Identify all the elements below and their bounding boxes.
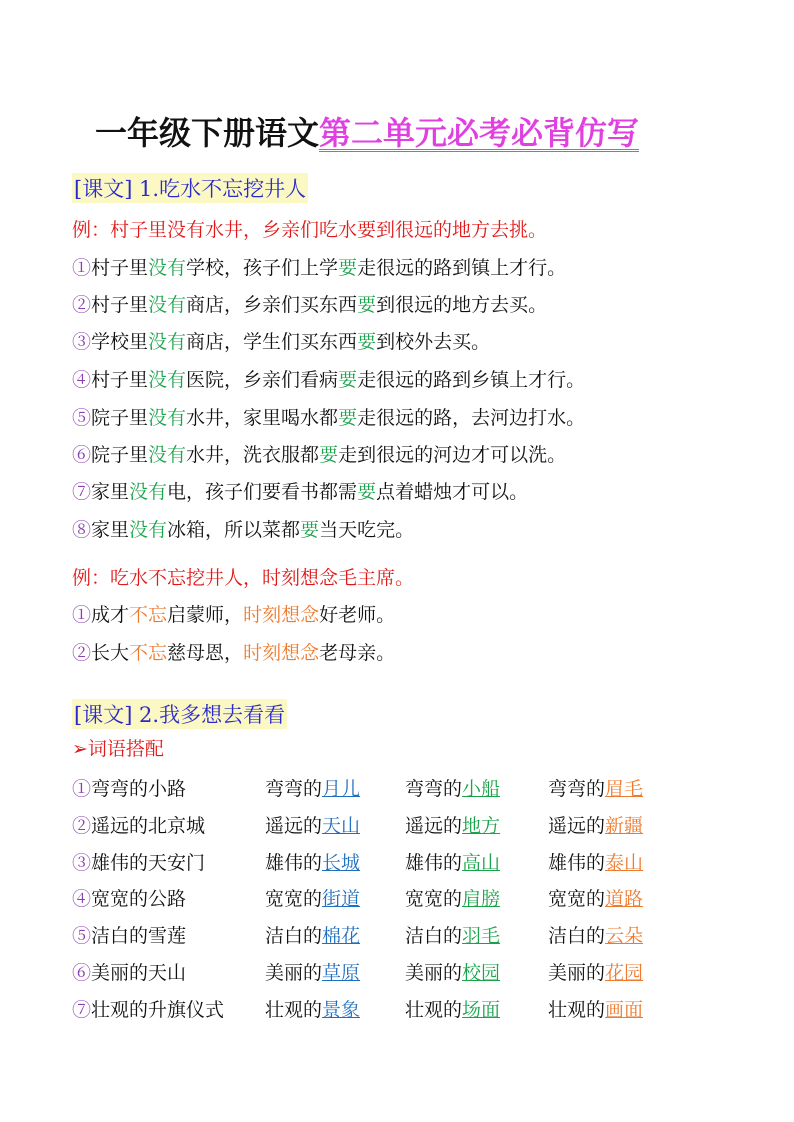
circled-number: ①	[72, 778, 92, 800]
sentence-segment: 要	[357, 331, 377, 353]
phrase-cell	[72, 851, 205, 875]
circled-number: ①	[72, 257, 92, 279]
matched-word: 泰山	[605, 851, 644, 874]
title-black: 一年级下册语文	[95, 114, 320, 152]
sentence-segment: 没有	[148, 331, 187, 353]
sentence-line	[72, 368, 585, 392]
matched-word: 云朵	[605, 925, 644, 948]
sentence-segment: 家里	[91, 481, 130, 503]
matched-word: 肩膀	[462, 888, 501, 911]
sentence-segment: 走很远的路到乡镇上才行。	[357, 369, 586, 391]
match-cell	[405, 924, 500, 948]
match-cell	[405, 814, 500, 838]
sentence-segment: 要	[319, 444, 339, 466]
sentence-segment: 要	[300, 519, 320, 541]
prefix: 弯弯的	[405, 778, 463, 800]
circled-number: ⑦	[72, 481, 92, 503]
prefix: 遥远的	[405, 814, 463, 837]
sentence-segment: 院子里	[91, 407, 149, 429]
sentence-line	[72, 443, 566, 467]
phrase: 宽宽的公路	[91, 888, 187, 911]
sentence-segment: 到校外去买。	[376, 331, 491, 353]
sentence-segment: 要	[338, 407, 358, 429]
matched-word: 花园	[605, 962, 644, 984]
matched-word: 街道	[322, 888, 361, 911]
sentence-segment: 水井，洗衣服都	[186, 444, 320, 466]
page-title	[95, 108, 639, 154]
phrase-cell	[72, 887, 186, 911]
prefix: 壮观的	[265, 998, 323, 1021]
sentence-segment: 没有	[148, 444, 187, 466]
phrase-cell	[72, 777, 186, 801]
prefix: 壮观的	[405, 998, 463, 1021]
sentence-segment: 没有	[148, 407, 187, 429]
title-highlight: 第二单元必考必背仿写	[319, 114, 640, 152]
sentence-segment: 商店，乡亲们买东西	[186, 294, 358, 316]
prefix: 宽宽的	[548, 888, 606, 911]
circled-number: ③	[72, 851, 92, 874]
matched-word: 场面	[462, 998, 501, 1021]
match-cell	[548, 961, 643, 985]
circled-number: ④	[72, 888, 92, 911]
sentence-segment: 走到很远的河边才可以洗。	[338, 444, 567, 466]
matched-word: 眉毛	[605, 778, 644, 800]
sentence-segment: 要	[338, 257, 358, 279]
prefix: 弯弯的	[265, 778, 323, 800]
sentence-segment: 当天吃完。	[319, 519, 415, 541]
sentence-segment: 电，孩子们要看书都需	[167, 481, 358, 503]
sentence-segment: 没有	[129, 481, 168, 503]
matched-word: 画面	[605, 998, 644, 1021]
prefix: 美丽的	[405, 962, 463, 984]
circled-number: ①	[72, 604, 92, 626]
matched-word: 长城	[322, 851, 361, 874]
example-sentence-2: 例：吃水不忘挖井人，时刻想念毛主席。	[72, 567, 415, 589]
phrase: 雄伟的天安门	[91, 851, 206, 874]
prefix: 宽宽的	[265, 888, 323, 911]
sentence-segment: 要	[338, 369, 358, 391]
prefix: 遥远的	[548, 814, 606, 837]
circled-number: ②	[72, 814, 92, 837]
match-cell	[548, 777, 643, 801]
match-cell	[265, 777, 360, 801]
circled-number: ⑥	[72, 444, 92, 466]
prefix: 雄伟的	[405, 851, 463, 874]
phrase: 洁白的雪莲	[91, 925, 187, 948]
sentence-line	[72, 603, 395, 627]
sentence-segment: 走很远的路到镇上才行。	[357, 257, 567, 279]
match-cell	[548, 887, 643, 911]
match-cell	[548, 998, 643, 1022]
sentence-segment: 长大	[91, 642, 130, 664]
sentence-segment: 时刻想念	[243, 642, 320, 664]
matched-word: 天山	[322, 814, 361, 837]
sentence-segment: 冰箱，所以菜都	[167, 519, 301, 541]
match-cell	[548, 814, 643, 838]
sentence-segment: 医院，乡亲们看病	[186, 369, 339, 391]
phrase: 壮观的升旗仪式	[91, 998, 225, 1021]
matched-word: 景象	[322, 998, 361, 1021]
sentence-segment: 点着蜡烛才可以。	[376, 481, 529, 503]
sentence-segment: 院子里	[91, 444, 149, 466]
sentence-line	[72, 480, 528, 504]
match-cell	[405, 998, 500, 1022]
circled-number: ⑧	[72, 519, 92, 541]
sentence-segment: 要	[357, 481, 377, 503]
sentence-segment: 时刻想念	[243, 604, 320, 626]
circled-number: ②	[72, 642, 92, 664]
phrase-cell	[72, 998, 224, 1022]
sentence-line	[72, 330, 490, 354]
sentence-segment: 到很远的地方去买。	[376, 294, 548, 316]
lesson1-heading: [课文] 1.吃水不忘挖井人	[72, 173, 308, 203]
phrase: 遥远的北京城	[91, 814, 206, 837]
prefix: 宽宽的	[405, 888, 463, 911]
phrase-cell	[72, 961, 186, 985]
phrase-cell	[72, 814, 205, 838]
sentence-line	[72, 293, 547, 317]
sentence-segment: 村子里	[91, 294, 149, 316]
prefix: 洁白的	[405, 925, 463, 948]
matched-word: 草原	[322, 962, 361, 984]
sentence-segment: 没有	[148, 369, 187, 391]
sentence-line	[72, 256, 566, 280]
sentence-segment: 不忘	[129, 642, 168, 664]
prefix: 弯弯的	[548, 778, 606, 800]
lesson2-heading: [课文] 2.我多想去看看	[72, 699, 287, 729]
prefix: 美丽的	[265, 962, 323, 984]
match-cell	[265, 887, 360, 911]
circled-number: ③	[72, 331, 92, 353]
sentence-segment: 没有	[129, 519, 168, 541]
circled-number: ②	[72, 294, 92, 316]
circled-number: ④	[72, 369, 92, 391]
circled-number: ⑤	[72, 407, 92, 429]
sentence-segment: 家里	[91, 519, 130, 541]
prefix: 壮观的	[548, 998, 606, 1021]
sentence-segment: 学校，孩子们上学	[186, 257, 339, 279]
matched-word: 校园	[462, 962, 501, 984]
sentence-segment: 没有	[148, 257, 187, 279]
sentence-segment: 村子里	[91, 369, 149, 391]
sentence-segment: 成才	[91, 604, 130, 626]
sentence-segment: 老母亲。	[319, 642, 396, 664]
sentence-segment: 不忘	[129, 604, 168, 626]
sentence-segment: 要	[357, 294, 377, 316]
match-cell	[405, 887, 500, 911]
match-cell	[405, 961, 500, 985]
sentence-segment: 慈母恩，	[167, 642, 244, 664]
matched-word: 小船	[462, 778, 501, 800]
prefix: 洁白的	[548, 925, 606, 948]
matched-word: 高山	[462, 851, 501, 874]
sentence-segment: 没有	[148, 294, 187, 316]
sentence-segment: 走很远的路，去河边打水。	[357, 407, 586, 429]
matched-word: 棉花	[322, 925, 361, 948]
prefix: 洁白的	[265, 925, 323, 948]
prefix: 雄伟的	[265, 851, 323, 874]
match-cell	[548, 924, 643, 948]
matched-word: 月儿	[322, 778, 361, 800]
match-cell	[265, 851, 360, 875]
sentence-segment: 商店，学生们买东西	[186, 331, 358, 353]
prefix: 美丽的	[548, 962, 606, 984]
word-matching-subheading: ➢词语搭配	[72, 738, 164, 760]
sentence-segment: 水井，家里喝水都	[186, 407, 339, 429]
match-cell	[405, 851, 500, 875]
example-sentence-1: 例：村子里没有水井，乡亲们吃水要到很远的地方去挑。	[72, 219, 548, 241]
sentence-line	[72, 406, 585, 430]
sentence-segment: 启蒙师，	[167, 604, 244, 626]
phrase-cell	[72, 924, 186, 948]
circled-number: ⑥	[72, 962, 92, 984]
sentence-segment: 村子里	[91, 257, 149, 279]
circled-number: ⑤	[72, 925, 92, 948]
sentence-line	[72, 641, 395, 665]
match-cell	[265, 924, 360, 948]
prefix: 雄伟的	[548, 851, 606, 874]
sentence-segment: 好老师。	[319, 604, 396, 626]
matched-word: 新疆	[605, 814, 644, 837]
matched-word: 道路	[605, 888, 644, 911]
sentence-line	[72, 518, 414, 542]
matched-word: 地方	[462, 814, 501, 837]
matched-word: 羽毛	[462, 925, 501, 948]
phrase: 美丽的天山	[91, 962, 187, 984]
match-cell	[265, 998, 360, 1022]
match-cell	[548, 851, 643, 875]
circled-number: ⑦	[72, 998, 92, 1021]
prefix: 遥远的	[265, 814, 323, 837]
match-cell	[405, 777, 500, 801]
phrase: 弯弯的小路	[91, 778, 187, 800]
match-cell	[265, 961, 360, 985]
sentence-segment: 学校里	[91, 331, 149, 353]
match-cell	[265, 814, 360, 838]
